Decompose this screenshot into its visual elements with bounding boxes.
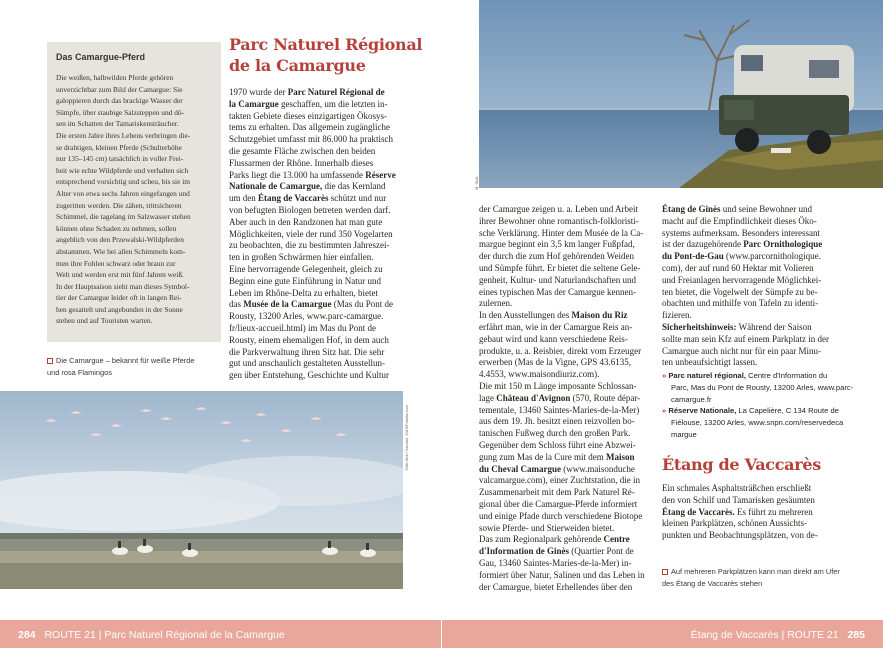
- caption-icon: [47, 358, 53, 364]
- sidebar-line: In der Hauptsaison sieht man dieses Symbol-: [56, 281, 190, 291]
- text-line: Leben im Rhône-Delta zu erhalten, bietet: [229, 287, 378, 298]
- text-line: Gegenüber dem Schloss führt eine Abzwei-: [479, 439, 636, 450]
- text-line: ten bietet, die Vogelwelt der Sümpfe zu be-: [662, 286, 818, 297]
- sidebar-title: Das Camargue-Pferd: [56, 52, 146, 62]
- text-line: formiert über Natur, Salinen und das Leben in: [479, 569, 645, 580]
- text-line: das Musée de la Camargue (Mas du Pont de: [229, 299, 393, 310]
- text-line: Die mit 150 m Länge imposante Schlossan-: [479, 380, 637, 391]
- sidebar-line: entsprechend vorsichtig und scheu, bis sie im: [56, 177, 191, 187]
- text-line: lage Château d'Avignon (570, Route dépar-: [479, 392, 641, 403]
- text-line: die Parkverwaltung ihren Sitz hat. Die sehr: [229, 346, 385, 357]
- text-line: kleinen Parkplätzen, schönen Aussichts-: [662, 518, 807, 529]
- text-line: Aber auch in den Randzonen hat man gute: [229, 216, 383, 227]
- photo-credit-left: Dirk Moll / Nicolas, 2019/Fotolia.com: [404, 405, 409, 470]
- text-line: um den Étang de Vaccarès schützt und nur: [229, 193, 387, 204]
- text-line: der Camargue zeigen u. a. Leben und Arbeit: [479, 204, 639, 214]
- info-list-line: Parc, Mas du Pont de Rousty, 13200 Arles, www.parc-: [671, 382, 854, 392]
- text-line: sollte man sein Kfz auf einem Parkplatz in der: [662, 333, 829, 344]
- caption-right: Auf mehreren Parkplätzen kann man direkt am Ufer des Étang de Vaccarès stehen: [662, 567, 840, 588]
- text-line: Ein schmales Asphaltsträßchen erschließt: [662, 483, 812, 493]
- sidebar-line: können ohne Schaden zu nehmen, sollen: [56, 223, 177, 233]
- text-line: Gau, 13460 Saintes-Maries-de-la-Mer) in-: [479, 557, 632, 568]
- text-line: eines typischen Mas der Camargue kennen-: [479, 286, 637, 297]
- info-list-line: Fiélouse, 13200 Arles, www.snpn.com/reservedeca: [671, 418, 844, 428]
- text-line: Rousty, einem ehemaligen Hof, in dem auch: [229, 334, 389, 345]
- text-line: Flussarmen der Rhône. Innerhalb dieses: [229, 157, 374, 168]
- text-line: In den Ausstellungen des Maison du Riz: [479, 310, 628, 321]
- text-line: gut und anschaulich gestalteten Ausstellun-: [229, 358, 385, 369]
- text-line: la Camargue geschaffen, um die letzten in-: [229, 98, 388, 109]
- text-line: valcamargue.com), einer Zuchtstation, die in: [479, 475, 641, 486]
- text-line: fr/lieux-accueil.html) im Mas du Pont de: [229, 322, 376, 333]
- text-line: gebaut wird und kann verschiedene Reis-: [479, 333, 628, 344]
- text-line: zu beobachten, die zu bestimmten Jahreszei-: [229, 240, 390, 251]
- caption-icon: [662, 569, 668, 575]
- sidebar-line: se drahtigen, kleinen Pferde (Schulterhöhe: [56, 142, 182, 152]
- text-column-4b: [662, 483, 840, 542]
- text-line: fizieren.: [662, 310, 692, 321]
- text-line: erfährt man, wie in der Camargue Reis an-: [479, 321, 633, 332]
- text-line: sowie Pferde- und Stierweiden bietet.: [479, 522, 615, 533]
- text-line: ten in großen Schwärmen hier einfallen.: [229, 252, 374, 263]
- text-line: der Camargue, bietet Erhellendes über den: [479, 581, 633, 592]
- info-list: [662, 370, 854, 441]
- text-line: com), der auf rund 60 Hektar mit Volieren: [662, 262, 814, 273]
- text-line: punkten und Beobachtungsplätzen, von de-: [662, 530, 818, 541]
- footer-left: [0, 620, 441, 648]
- text-line: d'Information de Ginès (Quartier Pont de: [479, 546, 634, 557]
- text-line: Das zum Regionalpark gehörende Centre: [479, 534, 630, 545]
- text-line: tementale, 13460 Saintes-Maries-de-la-Mer): [479, 404, 640, 415]
- sidebar-line: abstammen. Wie bei allen Schimmeln kom-: [56, 246, 186, 256]
- photo-credit-right: M. Stoll: [474, 176, 479, 190]
- sidebar-line: hen gesattelt und angebunden in der Sonne: [56, 304, 183, 314]
- text-line: ist der dazugehörende Parc Ornithologique: [662, 239, 823, 250]
- info-list-line: camargue.fr: [671, 394, 712, 404]
- sidebar-line: Die weißen, halbwilden Pferde gehören: [56, 73, 174, 82]
- photo-flamingos-horses: [0, 391, 403, 589]
- text-line: Étang de Vaccarès. Es führt zu mehreren: [662, 506, 813, 517]
- page-number-right: 285: [847, 629, 865, 641]
- text-line: 4.4553, www.maisondiuriz.com).: [479, 369, 600, 380]
- text-line: von befugten Biologen betreten werden darf.: [229, 204, 391, 215]
- text-line: erwerben (Mas de la Vigne, GPS 43.6135,: [479, 357, 632, 368]
- text-line: du Cheval Camargue (www.maisonduche: [479, 463, 635, 474]
- sidebar-line: Sümpfe, über staubige Salzsteppen und dö-: [56, 107, 185, 117]
- sidebar-line: men ihre Fohlen schwarz oder braun zur: [56, 258, 176, 268]
- text-line: und Freianlagen hervorragende Möglichkei-: [662, 274, 822, 285]
- photo-camper-vaccares: [479, 0, 883, 188]
- text-line: tems zu erhalten. Das allgemein zugängliche: [229, 122, 390, 133]
- text-line: gen über Entstehung, Geschichte und Kultur: [229, 370, 389, 381]
- text-line: Camargue auch nicht nur für ein paar Minu-: [662, 345, 822, 356]
- sidebar-text: [56, 72, 212, 327]
- text-line: margue beginnt ein 3,5 km langer Fußpfad,: [479, 239, 635, 250]
- text-column-2: [229, 87, 404, 382]
- footer-right: [442, 620, 883, 648]
- text-line: Schutzgebiet umfasst mit 86.000 ha praktisch: [229, 134, 393, 145]
- page-number-left: 284: [18, 629, 36, 641]
- text-line: Sicherheitshinweis: Während der Saison: [662, 321, 812, 332]
- info-list-line: » Parc naturel régional, Centre d'Information du: [662, 371, 828, 380]
- text-line: Möglichkeiten, viele der rund 350 Vogelarten: [229, 228, 393, 239]
- text-line: gung zum Mas de la Cure mit dem Maison: [479, 451, 635, 462]
- heading-parc-naturel: Parc Naturel Régional de la Camargue: [229, 35, 423, 75]
- text-line: aus dem 19. Jh. besitzt einen reizvollen bo-: [479, 416, 635, 427]
- text-line: der durch die zum Hof gehörenden Weiden: [479, 251, 635, 262]
- text-line: systems aufmerksam. Besonders interessant: [662, 227, 820, 238]
- footer-title-left: ROUTE 21 | Parc Naturel Régional de la Camargue: [44, 629, 285, 641]
- heading-etang-vaccares: Étang de Vaccarès: [662, 455, 821, 474]
- text-line: takten Gebiete dieses einzigartigen Ökosys-: [229, 110, 387, 121]
- text-line: Étang de Ginès und seine Bewohner und: [662, 204, 812, 214]
- text-line: sche Verklärung. Hinter dem Musée de la Ca-: [479, 227, 644, 238]
- sidebar-line: tier der Camargue leider oft in langen Rei-: [56, 293, 182, 303]
- arrow-icon: »: [662, 406, 669, 416]
- sidebar-line: angeblich von den Przewalski-Wildpferden: [56, 235, 184, 245]
- text-line: Zusammenarbeit mit dem Park Naturel Ré-: [479, 487, 635, 498]
- text-line: genheit, Kultur- und Naturlandschaften und: [479, 274, 637, 285]
- sidebar-line: sen im Schatten der Tamariskensträucher.: [56, 119, 179, 129]
- sidebar-line: zugeritten werden. Die zähen, trittsicheren: [56, 200, 182, 210]
- text-line: macht auf die Empfindlichkeit dieses Öko-: [662, 215, 817, 226]
- text-line: und einige Pfade durch verschiedene Biotope: [479, 510, 643, 521]
- text-line: ten unbeaufsichtigt lassen.: [662, 357, 758, 368]
- caption-left: Die Camargue – bekannt für weiße Pferde und rosa Flamingos: [47, 356, 195, 377]
- sidebar-line: galoppieren durch das brackige Wasser der: [56, 96, 183, 106]
- text-line: Rousty, 13200 Arles, www.parc-camargue.: [229, 311, 384, 322]
- sidebar-line: Die ersten Jahre ihres Lebens verbringen die-: [56, 130, 191, 140]
- text-line: Eine hervorragende Gelegenheit, gleich zu: [229, 263, 383, 274]
- info-list-line: » Réserve Nationale, La Capelière, C 134 Route de: [662, 406, 839, 416]
- text-line: 1970 wurde der Parc Naturel Régional de: [229, 87, 385, 97]
- sidebar-line: unverzichtbar zum Bild der Camargue: Sie: [56, 84, 183, 94]
- text-line: zulernen.: [479, 298, 513, 309]
- text-column-3: [479, 204, 655, 593]
- sidebar-line: stehen und auf Touristen warten.: [56, 316, 153, 326]
- sidebar-line: heit wie echte Wildpferde und verhalten sich: [56, 165, 189, 175]
- text-line: den von Schilf und Tamarisken gesäumten: [662, 494, 815, 505]
- text-line: obachten und mithilfe von Tafeln zu identi-: [662, 298, 819, 309]
- sidebar-line: Welt und werden erst mit fünf Jahren weiß.: [56, 270, 184, 280]
- sidebar-box: [47, 42, 221, 342]
- footer-title-right: Étang de Vaccarès | ROUTE 21: [690, 629, 839, 641]
- arrow-icon: »: [662, 371, 669, 380]
- text-line: die gesamte Fläche zwischen den beiden: [229, 145, 376, 156]
- text-line: ihrer Bewohner ohne romantisch-folkloristi-: [479, 215, 639, 226]
- text-line: du Pont-de-Gau (www.parcornithologique.: [662, 251, 821, 262]
- text-line: tanischen Fußweg durch den großen Park.: [479, 428, 631, 439]
- text-column-4: [662, 204, 840, 369]
- text-line: Beginn eine gute Einführung in Natur und: [229, 275, 381, 286]
- sidebar-line: Alter von etwa sechs Jahren eingefangen und: [56, 188, 190, 198]
- text-line: gional über die Camargue-Pferde informiert: [479, 498, 638, 509]
- text-line: Parks liegt die 13.000 ha umfassende Réserve: [229, 169, 396, 180]
- info-list-line: margue: [671, 429, 697, 439]
- text-line: und Sümpfe führt. Er bietet die seltene Gele-: [479, 262, 641, 273]
- sidebar-line: Schimmel, die tagelang im Salzwasser stehen: [56, 212, 191, 222]
- text-line: Nationale de Camargue, die das Kernland: [229, 181, 386, 192]
- sidebar-line: nur 135–145 cm) tatsächlich in voller Frei-: [56, 154, 184, 164]
- text-line: produkte, u. a. Reisbier, direkt vom Erzeuger: [479, 345, 642, 356]
